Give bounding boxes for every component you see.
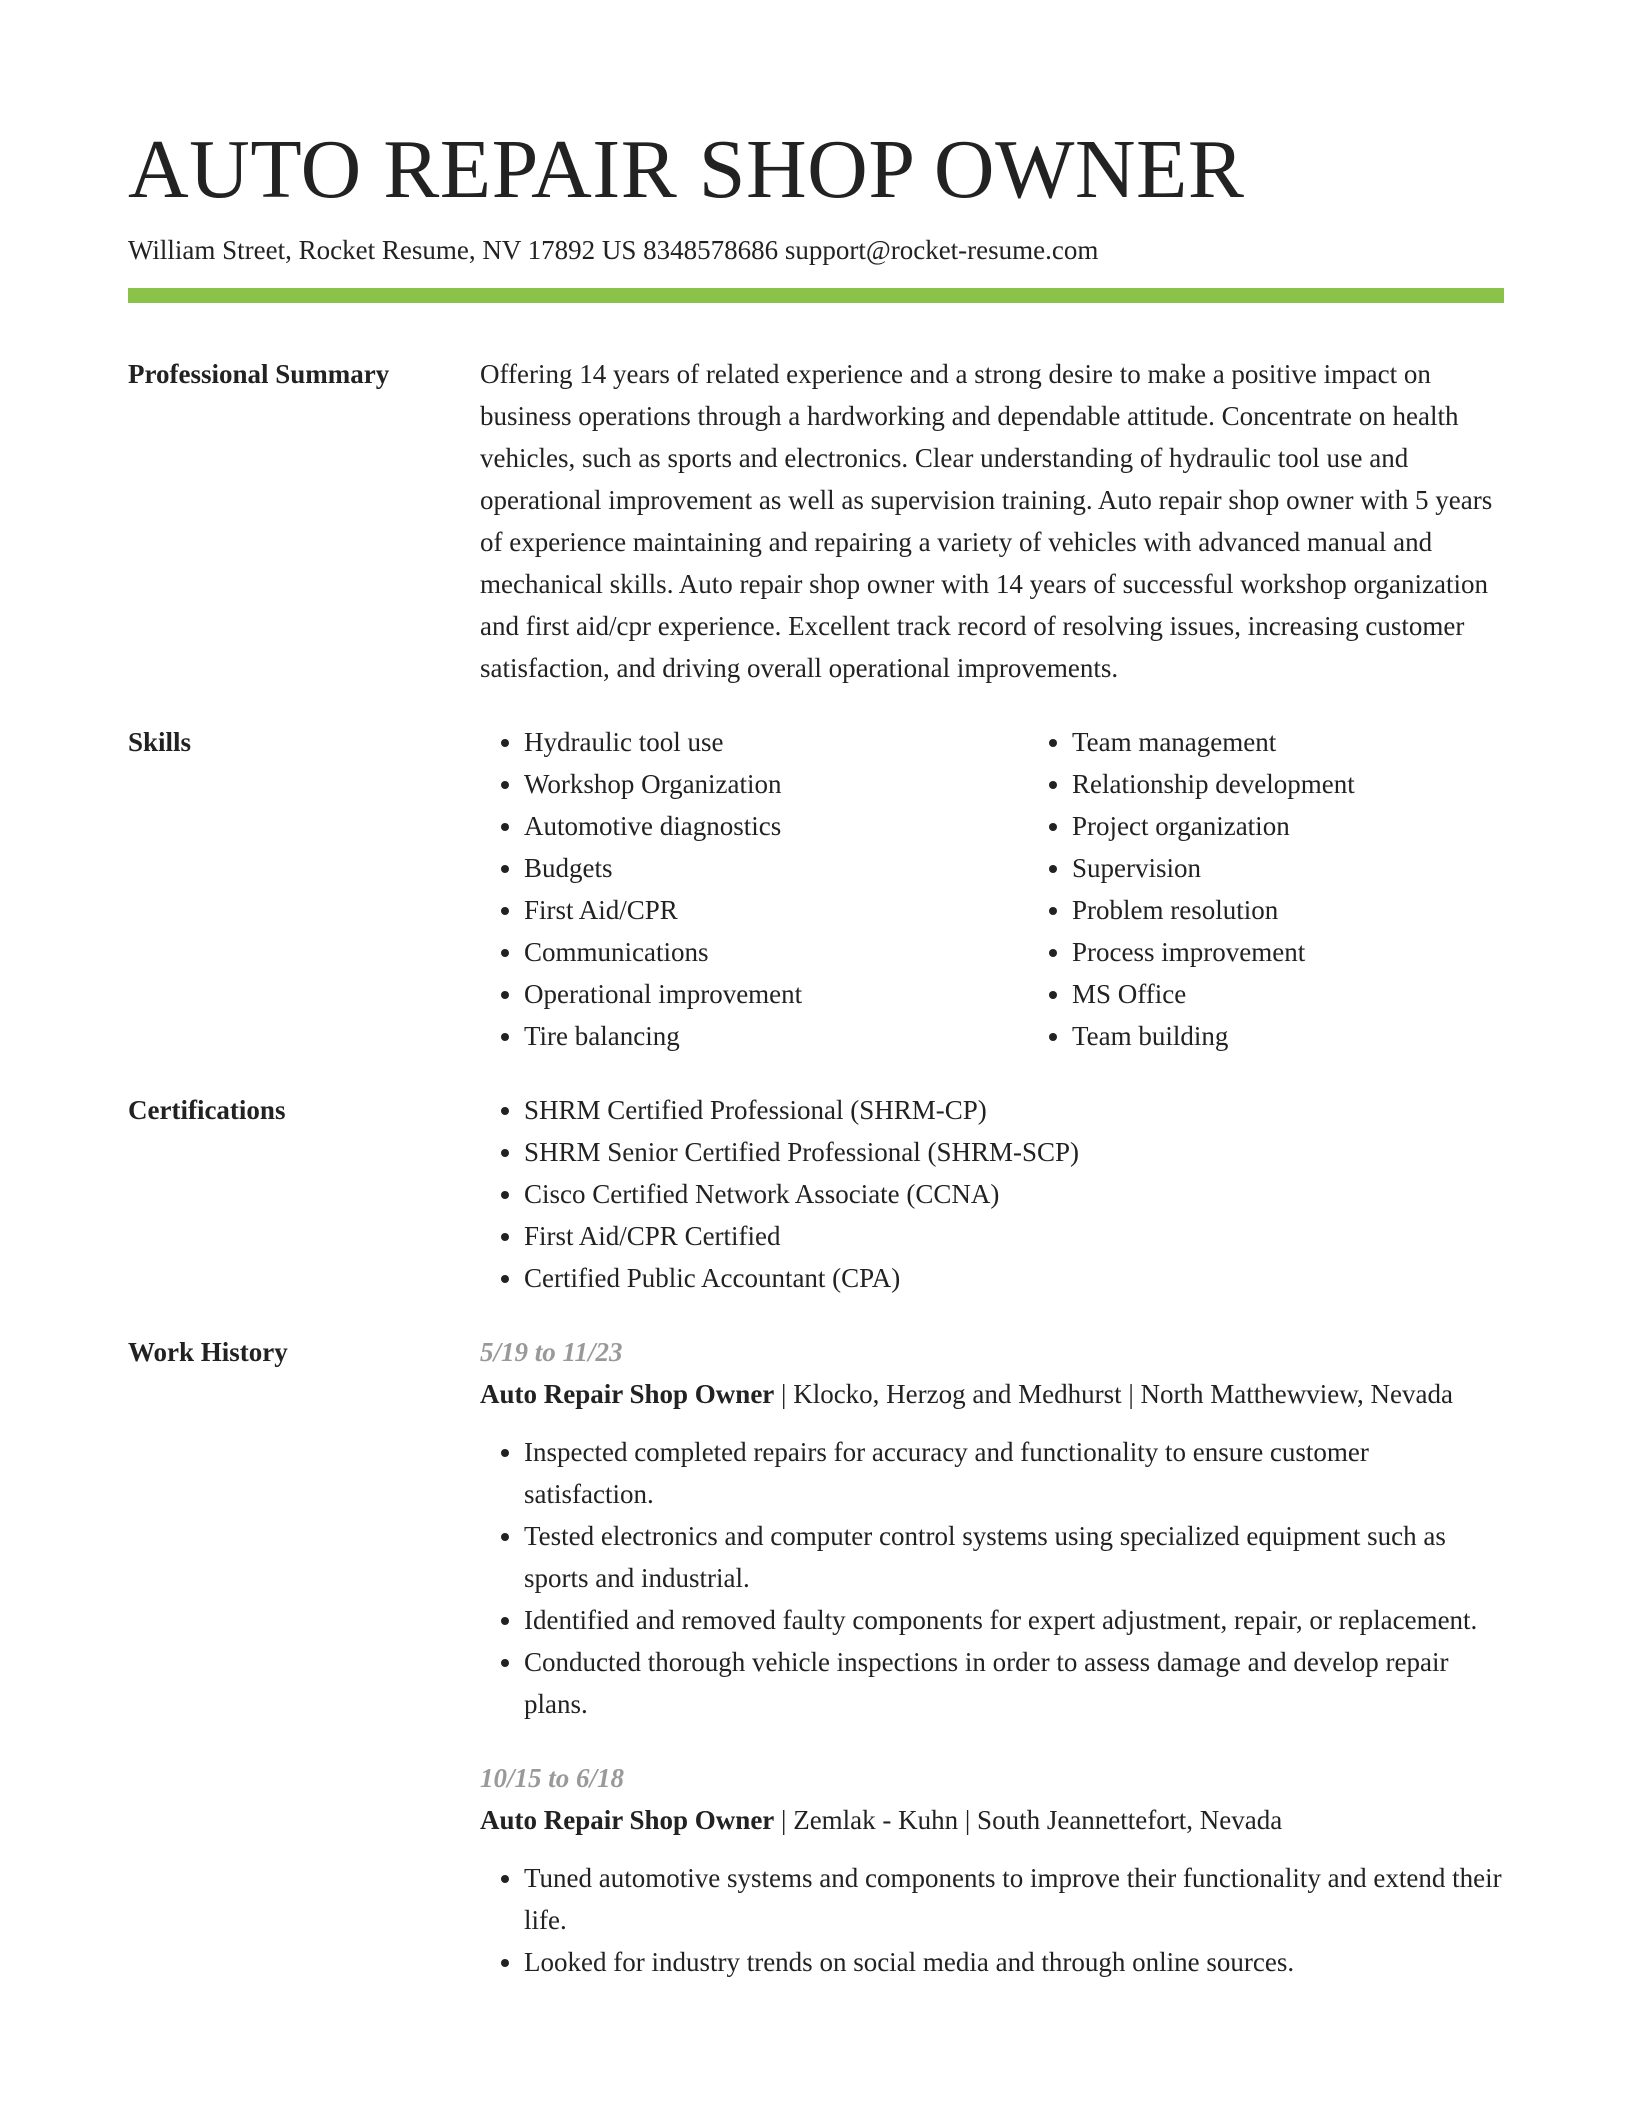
contact-line [128, 232, 1504, 268]
certification-item: • SHRM Senior Certified Professional (SHRM-SCP) [524, 1131, 1504, 1173]
skill-item: • Hydraulic tool use [524, 721, 1028, 763]
resume-page [128, 120, 1504, 1983]
skill-item: • Supervision [1072, 847, 1576, 889]
job-dates: 5/19 to 11/23 [480, 1337, 623, 1367]
certifications-section [128, 1089, 1504, 1299]
skill-item: • Communications [524, 931, 1028, 973]
summary-text: Offering 14 years of related experience and a strong desire to make a positive impact on business operations through a hardworking and dependable attitude. Concentrate on health vehicles, such as sports and electronics. Clear understanding of hydraulic tool use and operational improvement as well as supervision training. Auto repair shop owner with 5 years of experience maintaining and repairing a variety of vehicles with advanced manual and mechanical skills. Auto repair shop owner with 14 years of successful workshop organization and first aid/cpr experience. Excellent track record of resolving issues, increasing customer satisfaction, and driving overall operational improvements. [480, 359, 1493, 683]
skill-item: • Team management [1072, 721, 1576, 763]
certification-item: • Cisco Certified Network Associate (CCNA) [524, 1173, 1504, 1215]
job-dates: 10/15 to 6/18 [480, 1763, 625, 1793]
skill-item: • Operational improvement [524, 973, 1028, 1015]
job-entry [480, 1331, 1504, 1725]
skills-list-left [480, 721, 1028, 1057]
contact-email[interactable]: support@rocket-resume.com [784, 235, 1099, 265]
certification-item: • First Aid/CPR Certified [524, 1215, 1504, 1257]
contact-address: William Street, Rocket Resume, NV 17892 US [128, 235, 637, 265]
skill-item: • Relationship development [1072, 763, 1576, 805]
skill-item: • First Aid/CPR [524, 889, 1028, 931]
certifications-heading: Certifications [128, 1095, 286, 1125]
skill-item: • Automotive diagnostics [524, 805, 1028, 847]
certifications-body [480, 1089, 1504, 1299]
certification-item: • SHRM Certified Professional (SHRM-CP) [524, 1089, 1504, 1131]
job-entry [480, 1757, 1504, 1983]
job-bullet: • Tested electronics and computer control systems using specialized equipment such as sports and industrial. [524, 1515, 1504, 1599]
job-heading [480, 1799, 1504, 1841]
work-history-heading: Work History [128, 1337, 288, 1367]
skill-item: • Workshop Organization [524, 763, 1028, 805]
job-employer-location: | Zemlak - Kuhn | South Jeannettefort, Nevada [774, 1805, 1283, 1835]
skills-grid [480, 721, 1576, 1057]
contact-phone: 8348578686 [643, 235, 779, 265]
job-bullet: • Looked for industry trends on social media and through online sources. [524, 1941, 1504, 1983]
job-bullet: • Conducted thorough vehicle inspections in order to assess damage and develop repair plans. [524, 1641, 1504, 1725]
certifications-list [480, 1089, 1504, 1299]
job-bullet: • Tuned automotive systems and components to improve their functionality and extend their life. [524, 1857, 1504, 1941]
skill-item: • Budgets [524, 847, 1028, 889]
skill-item: • MS Office [1072, 973, 1576, 1015]
skill-item: • Problem resolution [1072, 889, 1576, 931]
job-employer-location: | Klocko, Herzog and Medhurst | North Matthewview, Nevada [774, 1379, 1453, 1409]
work-history-section [128, 1331, 1504, 1983]
skills-heading: Skills [128, 727, 192, 757]
job-title: Auto Repair Shop Owner [480, 1805, 775, 1835]
skill-item: • Tire balancing [524, 1015, 1028, 1057]
work-history-body [480, 1331, 1504, 1983]
job-title: Auto Repair Shop Owner [480, 1379, 775, 1409]
skill-item: • Team building [1072, 1015, 1576, 1057]
job-bullet: • Inspected completed repairs for accuracy and functionality to ensure customer satisfaction. [524, 1431, 1504, 1515]
job-bullet: • Identified and removed faulty components for expert adjustment, repair, or replacement. [524, 1599, 1504, 1641]
skills-section [128, 721, 1504, 1057]
certification-item: • Certified Public Accountant (CPA) [524, 1257, 1504, 1299]
job-bullets [480, 1431, 1504, 1725]
summary-heading: Professional Summary [128, 359, 390, 389]
skill-item: • Project organization [1072, 805, 1576, 847]
resume-title: AUTO REPAIR SHOP OWNER [128, 123, 1245, 216]
job-bullets [480, 1857, 1504, 1983]
skill-item: • Process improvement [1072, 931, 1576, 973]
summary-section [128, 353, 1504, 689]
accent-divider [128, 288, 1504, 303]
job-heading [480, 1373, 1504, 1415]
skills-list-right [1028, 721, 1576, 1057]
